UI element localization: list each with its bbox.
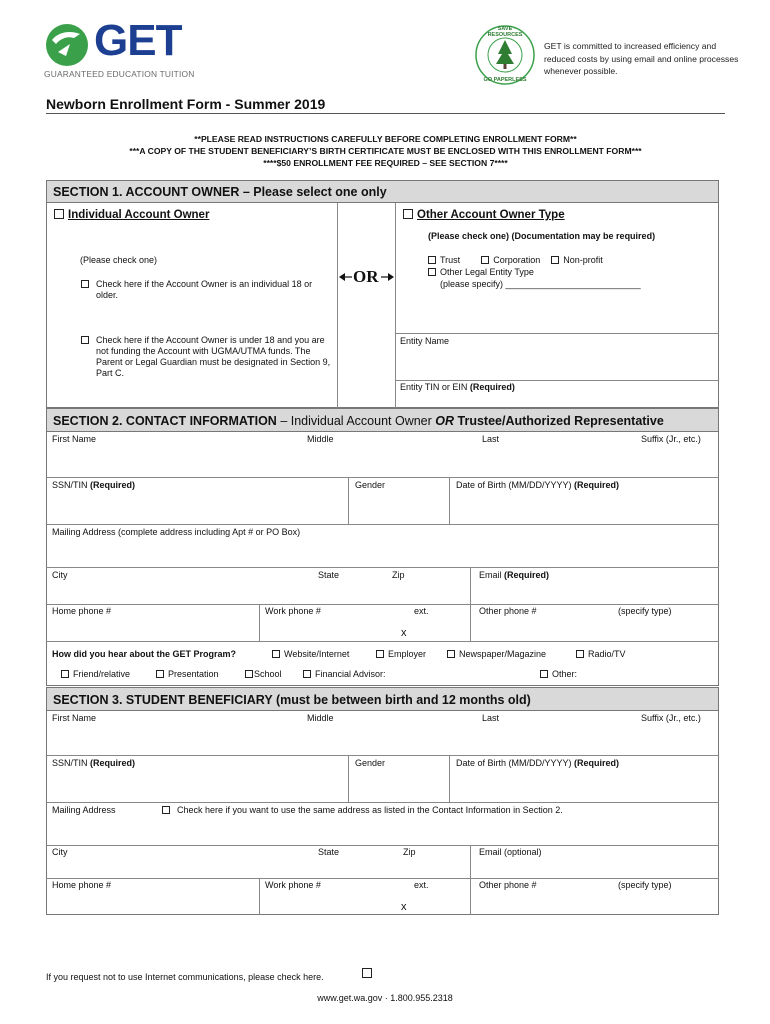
s2-vline-gender [348, 477, 349, 524]
s2-middle-label: Middle [307, 434, 334, 444]
s3-mailing-label: Mailing Address [52, 805, 116, 815]
employer-label: Employer [388, 649, 427, 659]
seal-bottom-text: GO PAPERLESS [483, 77, 527, 83]
hear-newspaper[interactable] [447, 649, 546, 660]
arrow-right-icon [380, 271, 394, 283]
section1-divider [337, 203, 338, 408]
minor-owner-text: Check here if the Account Owner is under 18 and you are not funding the Account with UGMA/UTMA funds. The Parent or Legal Guardian must be designated in Section 9, Part C. [96, 335, 331, 378]
s2-rule-3 [46, 567, 719, 568]
entity-name-label: Entity Name [400, 336, 450, 346]
s2-rule-1 [46, 477, 719, 478]
s3-zip-label: Zip [403, 847, 416, 857]
s2-work-phone-label: Work phone # [265, 606, 321, 616]
s2-state-label: State [318, 570, 340, 580]
friend-checkbox[interactable] [61, 670, 69, 678]
employer-checkbox[interactable] [376, 650, 384, 658]
hear-other[interactable] [540, 669, 577, 680]
other-owner-option[interactable] [403, 205, 565, 223]
instruction-line-1: **PLEASE READ INSTRUCTIONS CAREFULLY BEFORE COMPLETING ENROLLMENT FORM** [194, 134, 577, 144]
entity-tin-required: (Required) [469, 382, 515, 392]
same-address-text: Check here if you want to use the same address as listed in the Contact Information in Section 2. [177, 805, 563, 815]
s2-mailing-label: Mailing Address (complete address including Apt # or PO Box) [52, 527, 301, 537]
section2-box [46, 408, 719, 686]
title-rule [46, 113, 725, 114]
instruction-line-2: ***A COPY OF THE STUDENT BENEFICIARY’S BIRTH CERTIFICATE MUST BE ENCLOSED WITH THIS ENROLLMENT FORM*** [129, 146, 642, 156]
section2-title-b: – Individual Account Owner [276, 414, 436, 428]
s3-dob-label [456, 758, 619, 769]
individual-owner-label: Individual Account Owner [68, 209, 210, 221]
s2-email-text: Email [479, 570, 502, 580]
adult-owner-text: Check here if the Account Owner is an individual 18 or older. [96, 279, 313, 300]
website-checkbox[interactable] [272, 650, 280, 658]
presentation-checkbox[interactable] [156, 670, 164, 678]
s2-rule-2 [46, 524, 719, 525]
s2-gender-label: Gender [355, 480, 386, 490]
s3-ext-x: x [401, 901, 407, 913]
form-title: Newborn Enrollment Form - Summer 2019 [46, 96, 326, 112]
s2-specify-type-label: (specify type) [618, 606, 672, 616]
website-label: Website/Internet [284, 649, 350, 659]
s3-state-label: State [318, 847, 340, 857]
financial-advisor-label: Financial Advisor: [315, 669, 386, 679]
entity-tin-label [400, 382, 515, 393]
section3-header: SECTION 3. STUDENT BENEFICIARY (must be between birth and 12 months old) [46, 687, 719, 711]
or-text: OR [353, 267, 379, 286]
s3-ssn-text: SSN/TIN [52, 758, 88, 768]
s2-last-label: Last [482, 434, 500, 444]
hear-school[interactable] [245, 669, 282, 680]
s3-other-phone-label: Other phone # [479, 880, 537, 890]
corporation-checkbox[interactable] [481, 256, 489, 264]
s2-vline-dob [449, 477, 450, 524]
nonprofit-label: Non-profit [563, 255, 603, 265]
other-owner-checkbox[interactable] [403, 209, 413, 219]
s3-email-label: Email (optional) [479, 847, 542, 857]
newspaper-checkbox[interactable] [447, 650, 455, 658]
s3-rule-3 [46, 845, 719, 846]
efficiency-note: GET is committed to increased efficiency and reduced costs by using email and online processes whenever possible. [544, 41, 739, 76]
s3-rule-2 [46, 802, 719, 803]
s3-ssn-label [52, 758, 135, 769]
radio-checkbox[interactable] [576, 650, 584, 658]
hear-employer[interactable] [376, 649, 426, 660]
friend-label: Friend/relative [73, 669, 131, 679]
s3-specify-type-label: (specify type) [618, 880, 672, 890]
section2-header [46, 408, 719, 432]
financial-advisor-checkbox[interactable] [303, 670, 311, 678]
s3-home-phone-label: Home phone # [52, 880, 112, 890]
s3-work-phone-label: Work phone # [265, 880, 321, 890]
hear-question: How did you hear about the GET Program? [52, 649, 237, 659]
section1-header: SECTION 1. ACCOUNT OWNER – Please select one only [46, 180, 719, 203]
s2-dob-required: (Required) [574, 480, 620, 490]
s3-gender-label: Gender [355, 758, 386, 768]
individual-owner-checkbox[interactable] [54, 209, 64, 219]
entity-tin-text: Entity TIN or EIN [400, 382, 468, 392]
entity-type-row [428, 255, 603, 266]
s3-dob-text: Date of Birth (MM/DD/YYYY) [456, 758, 572, 768]
please-specify-field[interactable]: (please specify) ___________________________ [440, 279, 641, 289]
s2-ssn-required: (Required) [90, 480, 136, 490]
trust-checkbox[interactable] [428, 256, 436, 264]
arrow-left-icon [339, 271, 353, 283]
s3-vline-dob [449, 755, 450, 802]
minor-owner-checkbox[interactable] [81, 336, 89, 344]
internet-optout-checkbox[interactable] [362, 968, 372, 978]
corporation-label: Corporation [493, 255, 541, 265]
nonprofit-checkbox[interactable] [551, 256, 559, 264]
s3-suffix-label: Suffix (Jr., etc.) [641, 713, 701, 723]
other-legal-checkbox[interactable] [428, 268, 436, 276]
hear-presentation[interactable] [156, 669, 219, 680]
hear-financial-advisor[interactable] [303, 669, 386, 680]
presentation-label: Presentation [168, 669, 219, 679]
s2-suffix-label: Suffix (Jr., etc.) [641, 434, 701, 444]
s3-rule-4 [46, 878, 719, 879]
s3-last-label: Last [482, 713, 500, 723]
other-checkbox[interactable] [540, 670, 548, 678]
other-owner-label: Other Account Owner Type [417, 209, 565, 221]
logo-text: GET [94, 16, 182, 65]
section2-title-or: OR [435, 414, 455, 428]
radio-label: Radio/TV [588, 649, 626, 659]
s3-ext-label: ext. [414, 880, 429, 890]
s3-ssn-required: (Required) [90, 758, 136, 768]
hear-radio[interactable] [576, 649, 626, 660]
left-check-one: (Please check one) [80, 255, 158, 265]
s2-ssn-text: SSN/TIN [52, 480, 88, 490]
newspaper-label: Newspaper/Magazine [459, 649, 547, 659]
hear-website[interactable] [272, 649, 349, 660]
globe-logo-icon [44, 22, 94, 68]
s2-other-phone-label: Other phone # [479, 606, 537, 616]
s2-first-name-label: First Name [52, 434, 97, 444]
s2-ssn-label [52, 480, 135, 491]
s3-middle-label: Middle [307, 713, 334, 723]
s2-ext-label: ext. [414, 606, 429, 616]
section2-title-c: Trustee/Authorized Representative [454, 414, 664, 428]
s3-dob-required: (Required) [574, 758, 620, 768]
s2-dob-text: Date of Birth (MM/DD/YYYY) [456, 480, 572, 490]
instruction-line-3: ****$50 ENROLLMENT FEE REQUIRED – SEE SECTION 7**** [263, 158, 508, 168]
other-label: Other: [552, 669, 578, 679]
other-legal-label: Other Legal Entity Type [440, 267, 534, 277]
section2-title: SECTION 2. CONTACT INFORMATION [53, 414, 277, 428]
s2-email-label [479, 570, 549, 581]
entity-name-rule [395, 333, 719, 334]
s2-rule-5 [46, 641, 719, 642]
get-logo [44, 16, 204, 82]
internet-optout-text: If you request not to use Internet communications, please check here. [46, 972, 324, 982]
s2-vline-work [259, 604, 260, 641]
s2-email-required: (Required) [504, 570, 550, 580]
entity-tin-rule [395, 380, 719, 381]
s3-vline-work [259, 878, 260, 915]
school-checkbox[interactable] [245, 670, 253, 678]
s2-ext-x: x [401, 627, 407, 639]
s3-vline-gender [348, 755, 349, 802]
s2-rule-4 [46, 604, 719, 605]
s2-dob-label [456, 480, 619, 491]
s3-first-name-label: First Name [52, 713, 97, 723]
s3-city-label: City [52, 847, 68, 857]
school-label: School [254, 669, 282, 679]
s2-city-label: City [52, 570, 68, 580]
section1-divider-right [395, 203, 396, 408]
seal-top-text: SAVE RESOURCES [487, 26, 523, 38]
logo-tagline: GUARANTEED EDUCATION TUITION [44, 69, 195, 79]
hear-friend[interactable] [61, 669, 130, 680]
footer-contact: www.get.wa.gov · 1.800.955.2318 [317, 993, 453, 1003]
s3-vline-email [470, 845, 471, 915]
trust-label: Trust [440, 255, 461, 265]
s2-home-phone-label: Home phone # [52, 606, 112, 616]
go-paperless-seal [474, 24, 536, 86]
individual-owner-option[interactable] [54, 205, 209, 223]
right-check-one: (Please check one) (Documentation may be required) [428, 231, 656, 241]
adult-owner-checkbox[interactable] [81, 280, 89, 288]
same-address-checkbox[interactable] [162, 806, 170, 814]
other-legal-row [428, 267, 534, 278]
s3-rule-1 [46, 755, 719, 756]
s2-zip-label: Zip [392, 570, 405, 580]
